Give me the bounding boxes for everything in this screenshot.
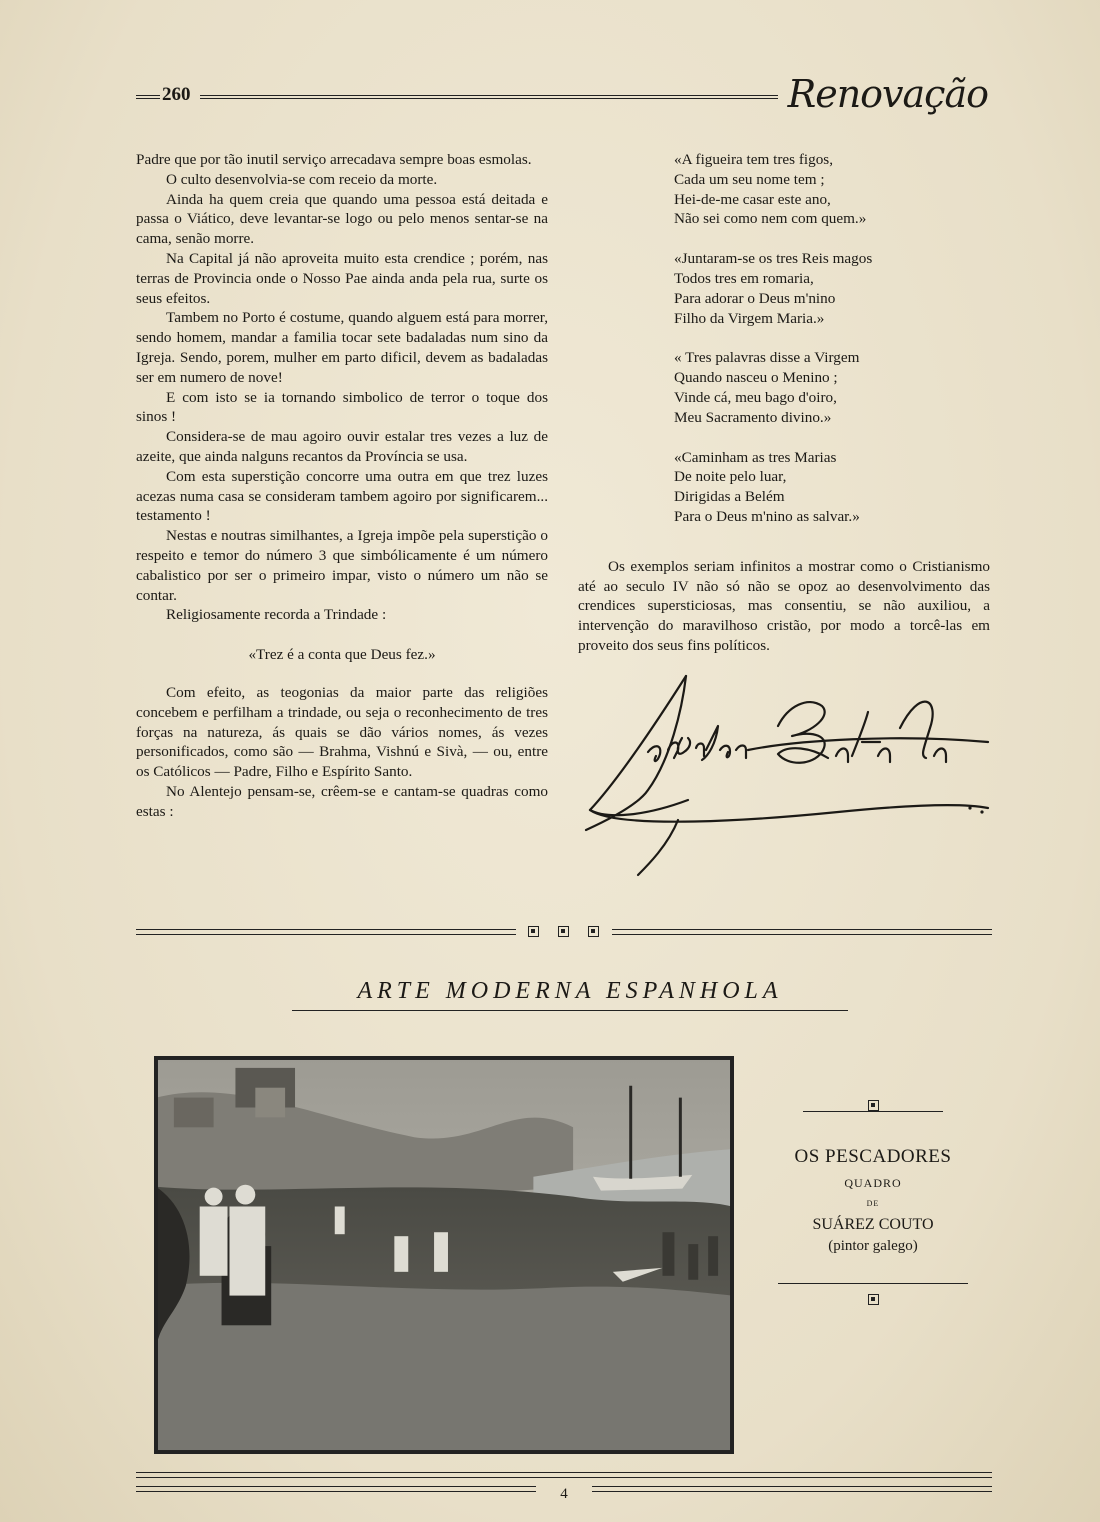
painting-image	[154, 1056, 734, 1454]
verse-line: « Tres palavras disse a Virgem	[674, 349, 860, 367]
ornament-square-icon	[868, 1294, 879, 1305]
section-title-text: ARTE MODERNA ESPANHOLA	[357, 978, 783, 1004]
verse-line: Para adorar o Deus m'nino	[674, 289, 836, 307]
verse-line: Não sei como nem com quem.»	[674, 210, 867, 228]
page-header	[136, 72, 988, 118]
paragraph: Com esta superstição concorre uma outra em que trez luzes acezas numa casa se consideram tambem agoiro por significarem... testamento !	[136, 467, 548, 525]
caption-rule	[778, 1283, 968, 1284]
painting-subtitle: QUADRO	[844, 1176, 902, 1190]
painting-caption	[778, 1100, 968, 1305]
paragraph: Na Capital já não aproveita muito esta crendice ; porém, nas terras de Provincia onde o Nosso Pae ainda anda pela rua, surte os seus efeitos.	[136, 249, 548, 307]
section-divider	[136, 926, 992, 940]
quatrain	[674, 249, 990, 328]
verse-line: Para o Deus m'nino as salvar.»	[674, 507, 860, 525]
ornament-square-icon	[528, 926, 539, 937]
footer-rule	[136, 1472, 992, 1478]
paragraph: Nestas e noutras similhantes, a Igreja impõe pela superstição o respeito e temor do número 3 que simbólicamente é um número cabalistico por ser o primeiro impar, visto o número um não se contar.	[136, 527, 548, 604]
title-underline	[292, 1010, 848, 1011]
divider-rule	[136, 929, 516, 935]
verse-line: Quando nasceu o Menino ;	[674, 369, 838, 387]
magazine-title: Renovação	[787, 72, 988, 116]
section-title	[300, 978, 840, 1005]
quatrain	[674, 448, 990, 527]
paragraph: No Alentejo pensam-se, crêem-se e cantam-se quadras como estas :	[136, 782, 548, 820]
quatrain	[674, 348, 990, 427]
paragraph: Considera-se de mau agoiro ouvir estalar tres vezes a luz de azeite, que ainda nalguns recantos da Província se usa.	[136, 428, 548, 465]
verse-line: Hei-de-me casar este ano,	[674, 190, 831, 208]
header-rule	[200, 95, 778, 99]
divider-rule	[612, 929, 992, 935]
painting-artist: SUÁREZ COUTO	[812, 1216, 934, 1233]
closing-paragraph: Os exemplos seriam infinitos a mostrar como o Cristianismo até ao seculo IV não só não se opoz ao desenvolvimento das crendices supersticiosas, mas consentiu, se não auxiliou, a intervenção do maravilhoso cristão, por modo a torcê-las em proveito dos seus fins políticos.	[578, 557, 990, 654]
verse-line: «A figueira tem tres figos,	[674, 151, 834, 168]
painting-connector: DE	[866, 1199, 880, 1208]
paragraph: E com isto se ia tornando simbolico de terror o toque dos sinos !	[136, 388, 548, 426]
paragraph: Padre que por tão inutil serviço arrecadava sempre boas esmolas.	[136, 151, 532, 168]
paragraph: O culto desenvolvia-se com receio da morte.	[166, 170, 438, 188]
painting-note: (pintor galego)	[828, 1238, 918, 1254]
left-column	[136, 150, 548, 822]
caption-rule	[803, 1111, 943, 1112]
verse-line: Filho da Virgem Maria.»	[674, 309, 825, 327]
paragraph: Tambem no Porto é costume, quando alguem está para morrer, sendo homem, mandar a familia tocar sete badaladas num sino da Igreja. Sendo, porem, mulher em parto dificil, devem as badaladas ser em numero de nove!	[136, 309, 548, 386]
page-footer	[136, 1472, 992, 1512]
painting-title: OS PESCADORES	[794, 1146, 952, 1167]
author-signature	[578, 670, 998, 880]
quatrain	[674, 150, 990, 229]
verse-line: Todos tres em romaria,	[674, 269, 814, 287]
verse-line: Cada um seu nome tem ;	[674, 170, 825, 188]
trinity-quote: «Trez é a conta que Deus fez.»	[248, 646, 436, 664]
ornament-square-icon	[558, 926, 569, 937]
ornament-square-icon	[588, 926, 599, 937]
verse-line: Meu Sacramento divino.»	[674, 408, 832, 426]
paragraph: Com efeito, as teogonias da maior parte das religiões concebem e perfilham a trindade, ou seja o reconhecimento de tres forças na natureza, ás quais se dão vários nomes, ás vezes personificados, como são — Brahma, Vishnú e Sivà, — ou, entre os Católicos — Padre, Filho e Espírito Santo.	[136, 683, 548, 781]
header-page-number: 260	[162, 84, 191, 105]
verse-line: Dirigidas a Belém	[674, 488, 785, 506]
paragraph: Ainda ha quem creia que quando uma pessoa está deitada e passa o Viático, deve levantar-se logo ou pelo menos sentar-se na cama, senão morre.	[136, 190, 548, 248]
verse-line: De noite pelo luar,	[674, 468, 787, 486]
ornament-square-icon	[868, 1100, 879, 1111]
verse-line: «Juntaram-se os tres Reis magos	[674, 250, 873, 268]
paragraph: Religiosamente recorda a Trindade :	[166, 606, 387, 624]
header-rule-left	[136, 95, 160, 99]
footer-page-number: 4	[560, 1486, 568, 1502]
verse-line: Vinde cá, meu bago d'oiro,	[674, 388, 837, 406]
verse-line: «Caminham as tres Marias	[674, 448, 837, 466]
right-column	[578, 150, 990, 656]
